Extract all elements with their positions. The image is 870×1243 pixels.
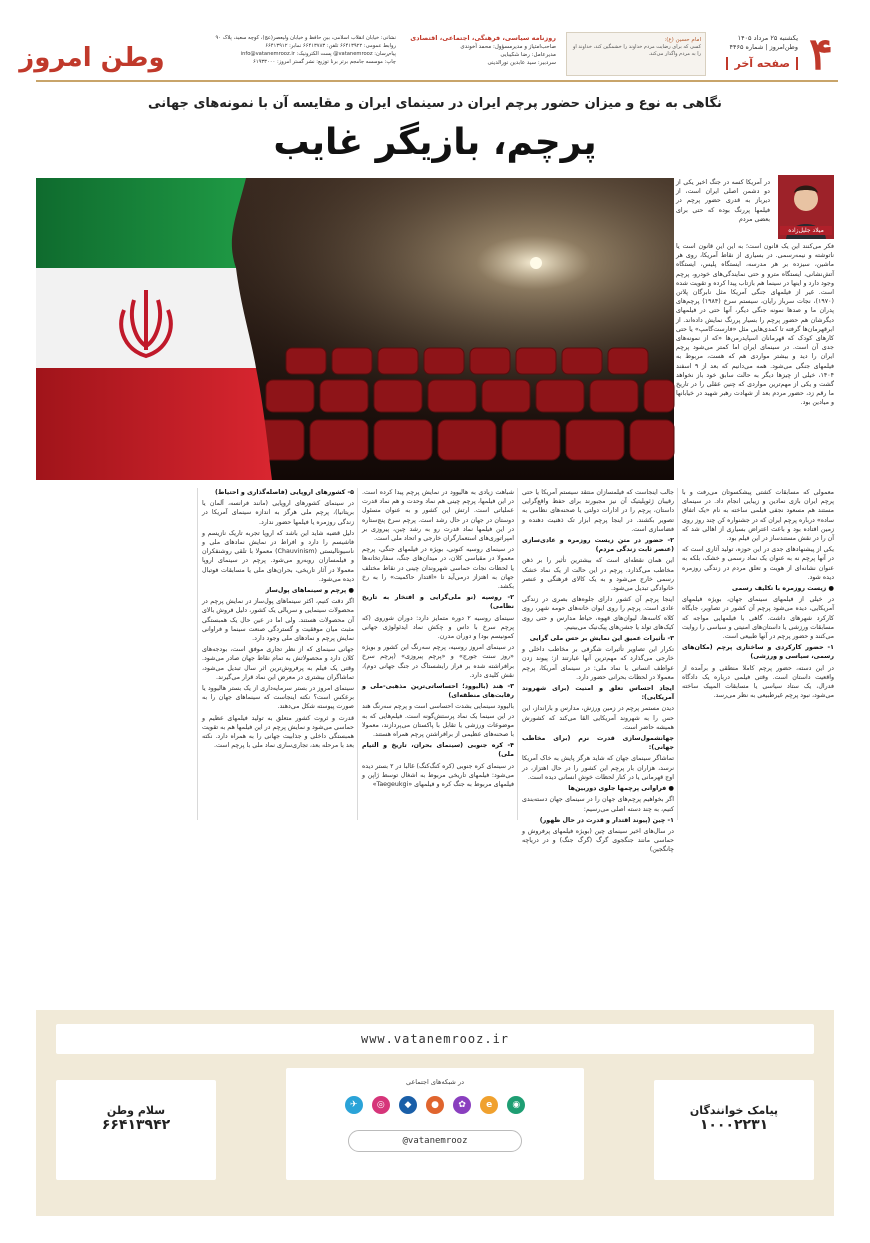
body-paragraph: این همان نقطه‌ای است که بیشترین تأثیر را بر ذهن مخاطب می‌گذارد. پرچم در این حالت از یک نماد خشک رسمی خارج می‌شود و به یک کالای فرهنگی و عنصر خانوادگی تبدیل می‌شود. (522, 557, 674, 593)
section-subheading: ● پرچم و سینماهای پول‌ساز (265, 587, 354, 595)
contact-block (186, 34, 396, 66)
masthead (19, 29, 838, 82)
section-subheading: ۴- کره جنوبی (سینمای بحران، تاریخ و التیام ملی) (362, 742, 514, 759)
social-panel (286, 1068, 584, 1180)
section-subheading: ۲- روسیه (نو ملی‌گرایی و افتخار به تاریخ نظامی) (362, 594, 514, 611)
body-paragraph: اگر دقت کنیم، اکثر سینماهای پول‌ساز در نمایش پرچم در محصولات سینمایی و سریالی یک کشور، دلیل فروش بالای آن محصولات هستند. ولی اما در عین حال یک همبستگی مثبت میان موفقیت و گستردگی صنعت سینما و فراوانی نمایش پرچم و نمادهای ملی وجود دارد. (202, 598, 354, 643)
body-paragraph: معمولی که مسابقات کشتی پیشکسوتان می‌رفت و با پرچم ایران بازی نمادین و زیبایی انجام داد. در سینمای مستند هم مسعود نجفی فیلمی ساخته به نام «یک اتفاق ساده» درباره پرچم ایران که در جشنواره کن چند روز روی زمین افتاده بود و باعث اعتراض بسیاری از اهالی شد که آن را در نقش مستندساز در این فیلم بود. (682, 489, 834, 543)
column-divider (517, 488, 518, 820)
social-title: در شبکه‌های اجتماعی (406, 1078, 464, 1086)
credit-line: مدیرعامل: رضا شکیبایی (500, 52, 556, 58)
credit-line: سردبیر: سید عابدین نورالدینی (487, 60, 556, 66)
column-divider (357, 488, 358, 820)
credit-line: صاحب‌امتیاز و مدیرمسؤول: محمد آخوندی (460, 44, 556, 50)
body-paragraph: یکی از پیشنهادهای جدی در این حوزه، تولید آثاری است که در آنها پرچم نه به عنوان یک نماد رسمی و خشک، بلکه به عنوان نشانه‌ای از هویت و تعلق مردم در زندگی روزمره دیده شود. (682, 546, 834, 581)
sms-label: پیامک خوانندگان (689, 1104, 779, 1117)
body-column-4 (202, 488, 354, 820)
body-paragraph: در سینمای کشورهای اروپایی (مانند فرانسه، آلمان یا بریتانیا)، پرچم ملی هرگز به اندازه سینمای آمریکا در زندگی روزمره یا فیلمها حضور ندارد. (202, 500, 354, 526)
body-paragraph: دلیل قضیه شاید این باشد که اروپا تجربه تاریک نازیسم و فاشیسم را دارد و افراط در نمایش نمادهای ملی و ناسیونالیستی (Chauvinism) معمولا با تلقی روشنفکران و فیلمسازان روبه‌رو می‌شود. پرچم در سینمای اروپا معمولا در آثار تاریخی، بحران‌های ملی یا مسابقات فوتبال دیده می‌شود. (202, 529, 354, 583)
sms-number[interactable]: ۱۰۰۰۲۲۳۱ (699, 1117, 769, 1133)
column-divider (197, 488, 198, 820)
body-paragraph: قدرت و ثروت کشور متعلق به تولید فیلمهای عظیم و حماسی می‌شود و نمایش پرچم در این فیلمها هم به تقویت همبستگی داخلی و جذابیت جهانی را به همراه دارد. نکته بعد با مرحله بعد، تجاری‌سازی نماد ملی با پرچم است. (202, 714, 354, 750)
paper-description: روزنامه سیاسی، فرهنگی، اجتماعی، اقتصادی (410, 34, 556, 42)
article-headline: پرچم، بازیگر غایب (273, 122, 597, 163)
quote-box (566, 32, 706, 76)
body-column-3 (362, 488, 514, 820)
body-paragraph: در سینمای کره جنوبی (کره کنگ‌کنگ) غالبا در ۲ بستر دیده می‌شود: فیلمهای تاریخی مربوط به اشغال توسط ژاپن و فیلمهای مربوط به جنگ کره و فیلمهای «Taegeukgi» (362, 762, 514, 789)
author-name: میلاد جلیل‌زاده (780, 226, 832, 235)
body-paragraph: شباهت زیادی به هالیوود در نمایش پرچم پیدا کرده است. در این فیلمها، پرچم چینی هم نماد وحدت و هم نماد قدرت عملیاتی است. ارتش این کشور و به عنوان مسئول دوستان در جهان در حال رشد است. پرچم سرخ پنج‌ستاره در این فیلمها نماد قدرت رو به رشد چین، پیروزی بر امپراتوری‌های استعمارگران خارجی و اتحاد ملی است. (362, 489, 514, 543)
igap-icon[interactable]: ◆ (399, 1096, 417, 1114)
address-line: نشانی: خیابان انقلاب اسلامی، بین حافظ و خیابان ولیعصر(عج)، کوچه سعید، پلاک ۹۰ (215, 35, 396, 41)
issue-line: وطن‌امروز | شماره ۴۴۶۵ (729, 43, 798, 51)
body-paragraph: در این دسته، حضور پرچم کاملا منطقی و برآمده از واقعیت داستان است. وقتی فیلمی درباره یک دادگاه فدرال، یک ستاد سیاسی یا مسابقات المپیک ساخته می‌شود، نبود پرچم غیرطبیعی به نظر می‌رسد. (682, 664, 834, 700)
newspaper-logo[interactable] (19, 30, 165, 80)
body-column-2 (522, 488, 674, 854)
credits-block (406, 34, 556, 67)
article-kicker: نگاهی به نوع و میزان حضور پرچم ایران در سینمای ایران و مقایسه آن با نمونه‌های جهانی (148, 96, 722, 111)
date-block (718, 34, 798, 71)
email-line: پیام‌رسان: vatanemrooz@ پست الکترونیک: info@vatanemrooz.ir (240, 51, 396, 57)
website-url-box[interactable]: www.vatanemrooz.ir (56, 1024, 814, 1054)
logo-text: وطن امروز (19, 43, 165, 73)
quote-text: کسی که برای رضایت مردم خداوند را خشمگین کند، خداوند او را به مردم واگذار می‌کند. (573, 44, 701, 57)
instagram-icon[interactable]: ◎ (372, 1096, 390, 1114)
sms-box (654, 1080, 814, 1180)
phone-line: روابط عمومی: ۶۶۴۱۳۹۲۲ تلفن: ۶۶۴۱۳۷۸۳ نمابر: ۶۶۴۱۳۹۱۲ (265, 43, 396, 49)
intro-column (676, 242, 834, 480)
section-subheading: ۳- هند (بالیوود؛ احساساتی‌ترین مذهبی-ملی و رقابت‌های منطقه‌ای) (362, 683, 514, 700)
body-column-1 (682, 488, 834, 820)
body-paragraph: سینمای روسیه ۲ دوره متمایز دارد: دوران شوروی (که پرچم سرخ با داس و چکش نماد ایدئولوژی جهانی کمونیسم بود) و دوران مدرن. (362, 614, 514, 641)
body-paragraph: اینجا پرچم آن کشور دارای جلوه‌های بصری در زندگی عادی است. پرچم را روی ایوان خانه‌های حومه شهر، روی کلاه کاسه‌ها، لیوان‌های قهوه، حیاط مدارس و حتی روی کیک‌های تولد یا جشن‌های پیک‌نیک می‌بینیم. (522, 596, 674, 631)
body-paragraph: در سینمای امروز روسیه، پرچم سه‌رنگ این کشور و بویژه «روز سنت جورج» و «پرچم پیروزی» (پرچم سرخ برافراشته شده بر فراز رایشستاگ در جنگ جهانی دوم)، نقش کلیدی دارد. (362, 644, 514, 679)
date-line: یکشنبه ۲۵ مرداد ۱۴۰۵ (737, 34, 798, 42)
social-handle[interactable]: @vatanemrooz (348, 1130, 522, 1152)
section-subheading: ۱- حضور کارکردی و ساختاری پرچم (مکان‌های رسمی، سیاسی و ورزشی) (682, 644, 834, 661)
body-paragraph: دیدن مستمر پرچم در زمین ورزش، مدارس و بارانداز، این حس را به شهروند آمریکایی القا می‌کند که کشورش همیشه حاضر است. (522, 705, 674, 731)
bale-icon[interactable]: ◉ (507, 1096, 525, 1114)
column-divider (677, 488, 678, 820)
body-paragraph: تکرار این تصاویر تأثیرات شگرفی بر مخاطب داخلی و خارجی می‌گذارد که مهم‌ترین آنها عبارتند از: پیوند زدن عواطف انسانی با نماد ملی: در سینمای آمریکا، پرچم معمولا در لحظات بحرانی حضور دارد. (522, 646, 674, 681)
body-paragraph: تماشاگر سینمای جهان که شاید هرگز پایش به خاک آمریکا نرسد، هزاران بار پرچم این کشور را در حال اهتزاز، در اوج قهرمانی یا در کنار لحظات خوش انسانی دیده است. (522, 755, 674, 781)
cinema-flag-illustration (36, 178, 674, 480)
section-subheading: ۱- چین (پیوند اقتدار و قدرت در حال ظهور) (539, 816, 674, 824)
section-title: صفحه آخر (726, 57, 798, 70)
intro-paragraph: فکر می‌کنند این یک قانون است؛ به این این قانون است یا ناتوشته و نیمه‌رسمی. در بسیاری از نقاط آمریکا، روی هر ماشین، سیزده بر هر مدرسه، ایستگاه پلیس، ایستگاه آتش‌نشانی، ایستگاه مترو و حتی نمایندگی‌های خودرو، پرچم وجود دارد و اینها در سینما هم بازتاب پیدا کرده و تقویت شده است. غیر از فیلمهای جنگی آمریکا مثل نابرگان پلاتن (۱۹۷۰)، نجات سرباز رایان، سیستم سرخ (۱۹۸۴) پرچم‌های پدران ما و صدها نمونه جنگی دیگر، آنها حتی در فیلمهای دیگرشان هم حضور پرچم را بسیار پررنگ نمایش داده‌اند. از ابرقهرمان‌ها گرفته تا کمدی‌هایی مثل «فارست‌گامپ» یا حتی کارهای کودک که قهرمانان اسپایدرمن‌ها «که از نمونه‌های جدی آن است. در سینمای ایران اما کمتر می‌شود پرچم ایران را دید و بیشتر مواردی هم که هست، مربوط به فیلمهای جنگی می‌شود. همه می‌دانیم که بعد از ۹ اسفند ۱۴۰۴، خیلی از چیزها دیگر به حالت سابق خود باز نخواهد گشت و یکی از مهم‌ترین مواردی که چنین عقلی را در تاریخ ما رقم زد، حضور مردم بعد از شهادت رهبر شهید در خیابانها و میادین بود. (676, 243, 835, 407)
body-paragraph: در سینمای روسیه کنونی، بویژه در فیلمهای جنگی، پرچم معمولا در مقیاسی کلان، در میدان‌های جنگ، سفارتخانه‌ها یا لحظات نجات حماسی شهروندان چینی در نقاط مختلف جهان به اهتزاز درمی‌آید تا «اقتدار حاکمیت» را به رخ بکشد. (362, 546, 514, 591)
body-paragraph: در سال‌های اخیر سینمای چین (بویژه فیلمهای پرفروش و حماسی مانند جنگجوی گرگ (گرگ جنگ) و در دریاچه چانگجین) (522, 827, 674, 854)
eitaa-icon[interactable]: e (480, 1096, 498, 1114)
print-line: چاپ: موسسه جامجم برتر برنا توزیع: نشر گستر امروز: ۶۱۹۳۳۰۰۰ (253, 59, 396, 65)
quote-author: امام حسین (ع): (664, 37, 701, 43)
page-number: ۴ (809, 29, 833, 80)
section-subheading: ۵- کشورهای اروپایی (فاصله‌گذاری و احتیاط) (215, 489, 354, 496)
section-subheading: ۳- تأثیرات عمیق این نمایش بر حس ملی گرایی (529, 635, 674, 643)
section-subheading: ایجاد احساس تعلق و امنیت (برای شهروند آمریکایی): (522, 685, 674, 702)
main-photo (36, 178, 674, 480)
telegram-icon[interactable]: ✈ (345, 1096, 363, 1114)
intro-column-top (676, 178, 770, 240)
section-subheading: ● فراوانی پرچمها جلوی دوربین‌ها (568, 785, 674, 793)
section-subheading: ۲- حضور در متن زیست روزمره و عادی‌سازی (عنصر ثابت زندگی مردم) (522, 537, 674, 554)
hello-number[interactable]: ۶۶۴۱۳۹۴۲ (101, 1117, 171, 1133)
hello-label: سلام وطن (106, 1104, 166, 1117)
section-subheading: ● زیست روزمره با تکلیف رسمی (731, 585, 834, 593)
rubika-icon[interactable]: ✿ (453, 1096, 471, 1114)
body-column-5 (36, 488, 194, 820)
soroush-icon[interactable]: ● (426, 1096, 444, 1114)
hello-box (56, 1080, 216, 1180)
body-paragraph: سینمای امروز در بستر سرمایه‌داری از یک بستر هالیوود یا برعکس است؟ نکته اینجاست که سینماهای جهان را به صورت پیوسته شکل می‌دهند. (202, 685, 354, 711)
intro-paragraph: در آمریکا کسه در جنگ اخیر یکی از دو دشمن اصلی ایران است، از دیرباز به قدری حضور پرچم در فیلمها پررنگ بوده که حتی برای بعضی مردم (676, 179, 770, 223)
body-paragraph: جهانی سینمای که از نظر تجاری موفق است، بودجه‌های کلان دارد و محصولاتش به تمام نقاط جهان صادر می‌شود. وقتی یک فیلم به پرفروش‌ترین اثر سال تبدیل می‌شود، تماشاگران بیشتری در معرض این نماد قرار می‌گیرند. (202, 646, 354, 681)
body-paragraph: بالیوود سینمایی بشدت احساسی است و پرچم سه‌رنگ هند در این سینما یک نماد پرستش‌گونه است. فیلم‌هایی که به موضوعات ورزشی یا تقابل با پاکستان می‌پردازند، معمولا با صحنه‌های عظیمی از برافراشتن پرچم همراه هستند. (362, 703, 514, 739)
social-icons (286, 1092, 584, 1114)
footer (36, 1010, 834, 1216)
section-subheading: جهانشمول‌سازی قدرت نرم (برای مخاطب جهانی): (522, 735, 674, 752)
body-paragraph: جالب اینجاست که فیلمسازان منتقد سیستم آمریکا یا حتی رقیبان ژئوپلیتیک آن نیز مجبورند برای حفظ واقع‌گرایی داستان، پرچم را در ادارات دولتی یا صحنه‌های نظامی به تصویر بکشند. در اینجا پرچم ابزار تک ذهنیت دهنده و فضاسازی است. (522, 489, 674, 533)
body-paragraph: در خیلی از فیلمهای سینمای جهان، بویژه فیلمهای آمریکایی، دیده می‌شود پرچم آن کشور در تصاویر، جایگاه کارکرد شهرهای داشت. گاهی با فیلمهایی مواجه که مسابقات ورزشی یا داستان‌های امنیتی و سیاسی را روایت می‌کنند و حضور پرچم در آنها طبیعی است. (682, 596, 834, 641)
body-paragraph: اگر بخواهیم پرچم‌های جهان را در سینمای جهان دسته‌بندی کنیم، به چند دسته اصلی می‌رسیم: (522, 796, 674, 813)
